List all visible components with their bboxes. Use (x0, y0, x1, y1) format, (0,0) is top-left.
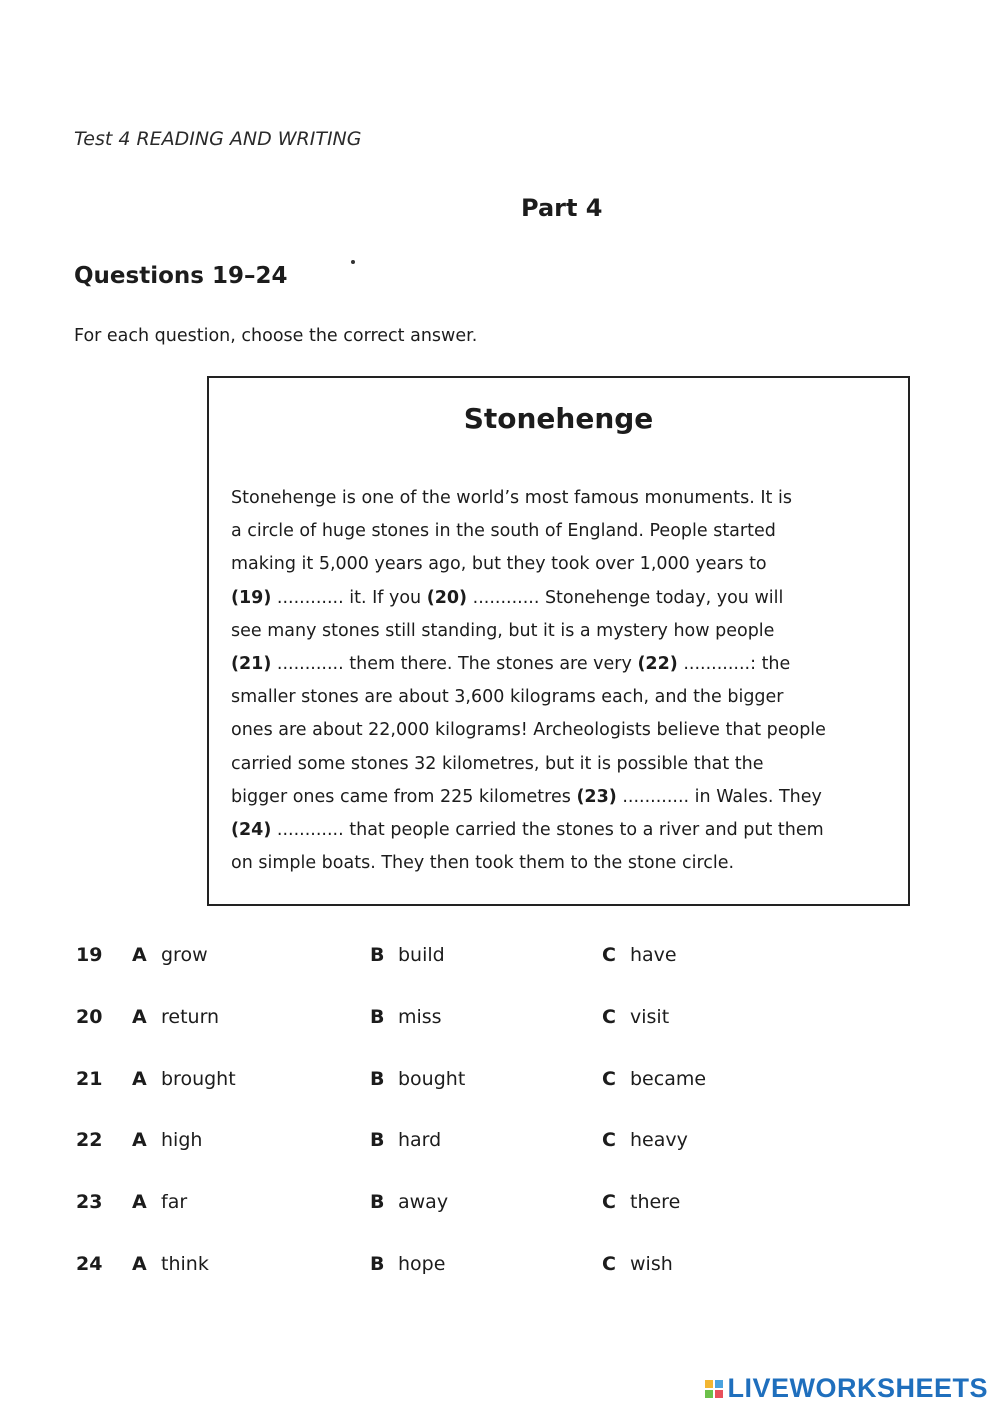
option-letter-c: C (602, 1129, 616, 1151)
logo-square (715, 1380, 723, 1388)
question-number: 24 (76, 1253, 103, 1275)
instruction-text: For each question, choose the correct answer. (74, 326, 478, 346)
passage-line (231, 515, 891, 548)
passage-segment: ............: the (677, 654, 791, 675)
option-c-answer[interactable]: have (630, 944, 677, 966)
passage-segment: ones are about 22,000 kilograms! Archeologists believe that people (231, 720, 826, 741)
option-letter-c: C (602, 1068, 616, 1090)
passage-line (231, 781, 891, 814)
option-c-answer[interactable]: visit (630, 1006, 670, 1028)
gap-number: (20) (426, 587, 468, 608)
passage-segment: ............ it. If you (271, 587, 427, 608)
question-row-20 (0, 1006, 1000, 1036)
option-letter-a: A (132, 1253, 147, 1275)
passage-line (231, 482, 891, 515)
question-number: 19 (76, 944, 103, 966)
passage-segment: see many stones still standing, but it is a mystery how people (231, 620, 775, 641)
passage-segment: carried some stones 32 kilometres, but it is possible that the (231, 753, 764, 774)
passage-line (231, 615, 891, 648)
passage-line (231, 748, 891, 781)
passage-line (231, 714, 891, 747)
questions-title: Questions 19–24 (74, 263, 288, 289)
passage-title: Stonehenge (463, 402, 654, 435)
question-number: 21 (76, 1068, 103, 1090)
option-letter-b: B (370, 1006, 385, 1028)
option-a-answer[interactable]: think (161, 1253, 209, 1275)
option-letter-c: C (602, 1253, 616, 1275)
option-c-answer[interactable]: wish (630, 1253, 673, 1275)
passage-line (231, 582, 891, 615)
option-letter-b: B (370, 1253, 385, 1275)
logo-mark-icon (705, 1380, 723, 1398)
passage-segment: bigger ones came from 225 kilometres (231, 786, 577, 807)
logo-square (705, 1380, 713, 1388)
passage-line (231, 548, 891, 581)
option-a-answer[interactable]: far (161, 1191, 188, 1213)
question-row-24 (0, 1253, 1000, 1283)
passage-line (231, 681, 891, 714)
option-b-answer[interactable]: build (398, 944, 445, 966)
option-c-answer[interactable]: became (630, 1068, 707, 1090)
option-letter-b: B (370, 1068, 385, 1090)
option-a-answer[interactable]: brought (161, 1068, 236, 1090)
passage-segment: Stonehenge is one of the world’s most famous monuments. It is (231, 488, 792, 508)
option-b-answer[interactable]: away (398, 1191, 449, 1213)
option-letter-a: A (132, 1006, 147, 1028)
logo-square (705, 1390, 713, 1398)
question-row-22 (0, 1129, 1000, 1159)
option-letter-b: B (370, 944, 385, 966)
option-a-answer[interactable]: high (161, 1129, 203, 1151)
passage-text (231, 482, 891, 880)
option-letter-a: A (132, 944, 147, 966)
passage-segment: ............ them there. The stones are very (271, 654, 638, 675)
option-b-answer[interactable]: hard (398, 1129, 442, 1151)
option-b-answer[interactable]: bought (398, 1068, 466, 1090)
gap-number: (24) (231, 820, 272, 841)
liveworksheets-logo (705, 1373, 988, 1404)
option-c-answer[interactable]: heavy (630, 1129, 688, 1151)
passage-segment: ............ in Wales. They (616, 786, 822, 807)
question-number: 23 (76, 1191, 103, 1213)
passage-segment: ............ that people carried the stones to a river and put them (271, 820, 824, 841)
gap-number: (19) (231, 587, 272, 608)
option-letter-c: C (602, 944, 616, 966)
option-a-answer[interactable]: grow (161, 944, 208, 966)
logo-text: LIVEWORKSHEETS (727, 1373, 988, 1403)
option-letter-c: C (602, 1006, 616, 1028)
test-header: Test 4 READING AND WRITING (74, 128, 362, 150)
option-letter-a: A (132, 1068, 147, 1090)
passage-box (207, 376, 910, 906)
passage-segment: on simple boats. They then took them to the stone circle. (231, 853, 735, 874)
passage-segment: a circle of huge stones in the south of England. People started (231, 521, 776, 542)
option-letter-a: A (132, 1129, 147, 1151)
passage-segment: smaller stones are about 3,600 kilograms each, and the bigger (231, 687, 784, 708)
question-row-21 (0, 1068, 1000, 1098)
question-row-23 (0, 1191, 1000, 1221)
question-number: 22 (76, 1129, 103, 1151)
option-b-answer[interactable]: miss (398, 1006, 442, 1028)
option-letter-b: B (370, 1129, 385, 1151)
gap-number: (21) (231, 654, 272, 675)
gap-number: (22) (637, 654, 678, 675)
passage-segment: ............ Stonehenge today, you will (467, 587, 784, 608)
passage-line (231, 814, 891, 847)
question-number: 20 (76, 1006, 103, 1028)
option-letter-a: A (132, 1191, 147, 1213)
passage-line (231, 648, 891, 681)
logo-square (715, 1390, 723, 1398)
option-c-answer[interactable]: there (630, 1191, 681, 1213)
gap-number: (23) (576, 786, 617, 807)
option-b-answer[interactable]: hope (398, 1253, 446, 1275)
option-a-answer[interactable]: return (161, 1006, 220, 1028)
option-letter-b: B (370, 1191, 385, 1213)
option-letter-c: C (602, 1191, 616, 1213)
passage-line (231, 847, 891, 880)
stray-dot (351, 260, 355, 264)
part-label: Part 4 (521, 194, 603, 222)
passage-segment: making it 5,000 years ago, but they took over 1,000 years to (231, 554, 767, 575)
question-row-19 (0, 944, 1000, 974)
